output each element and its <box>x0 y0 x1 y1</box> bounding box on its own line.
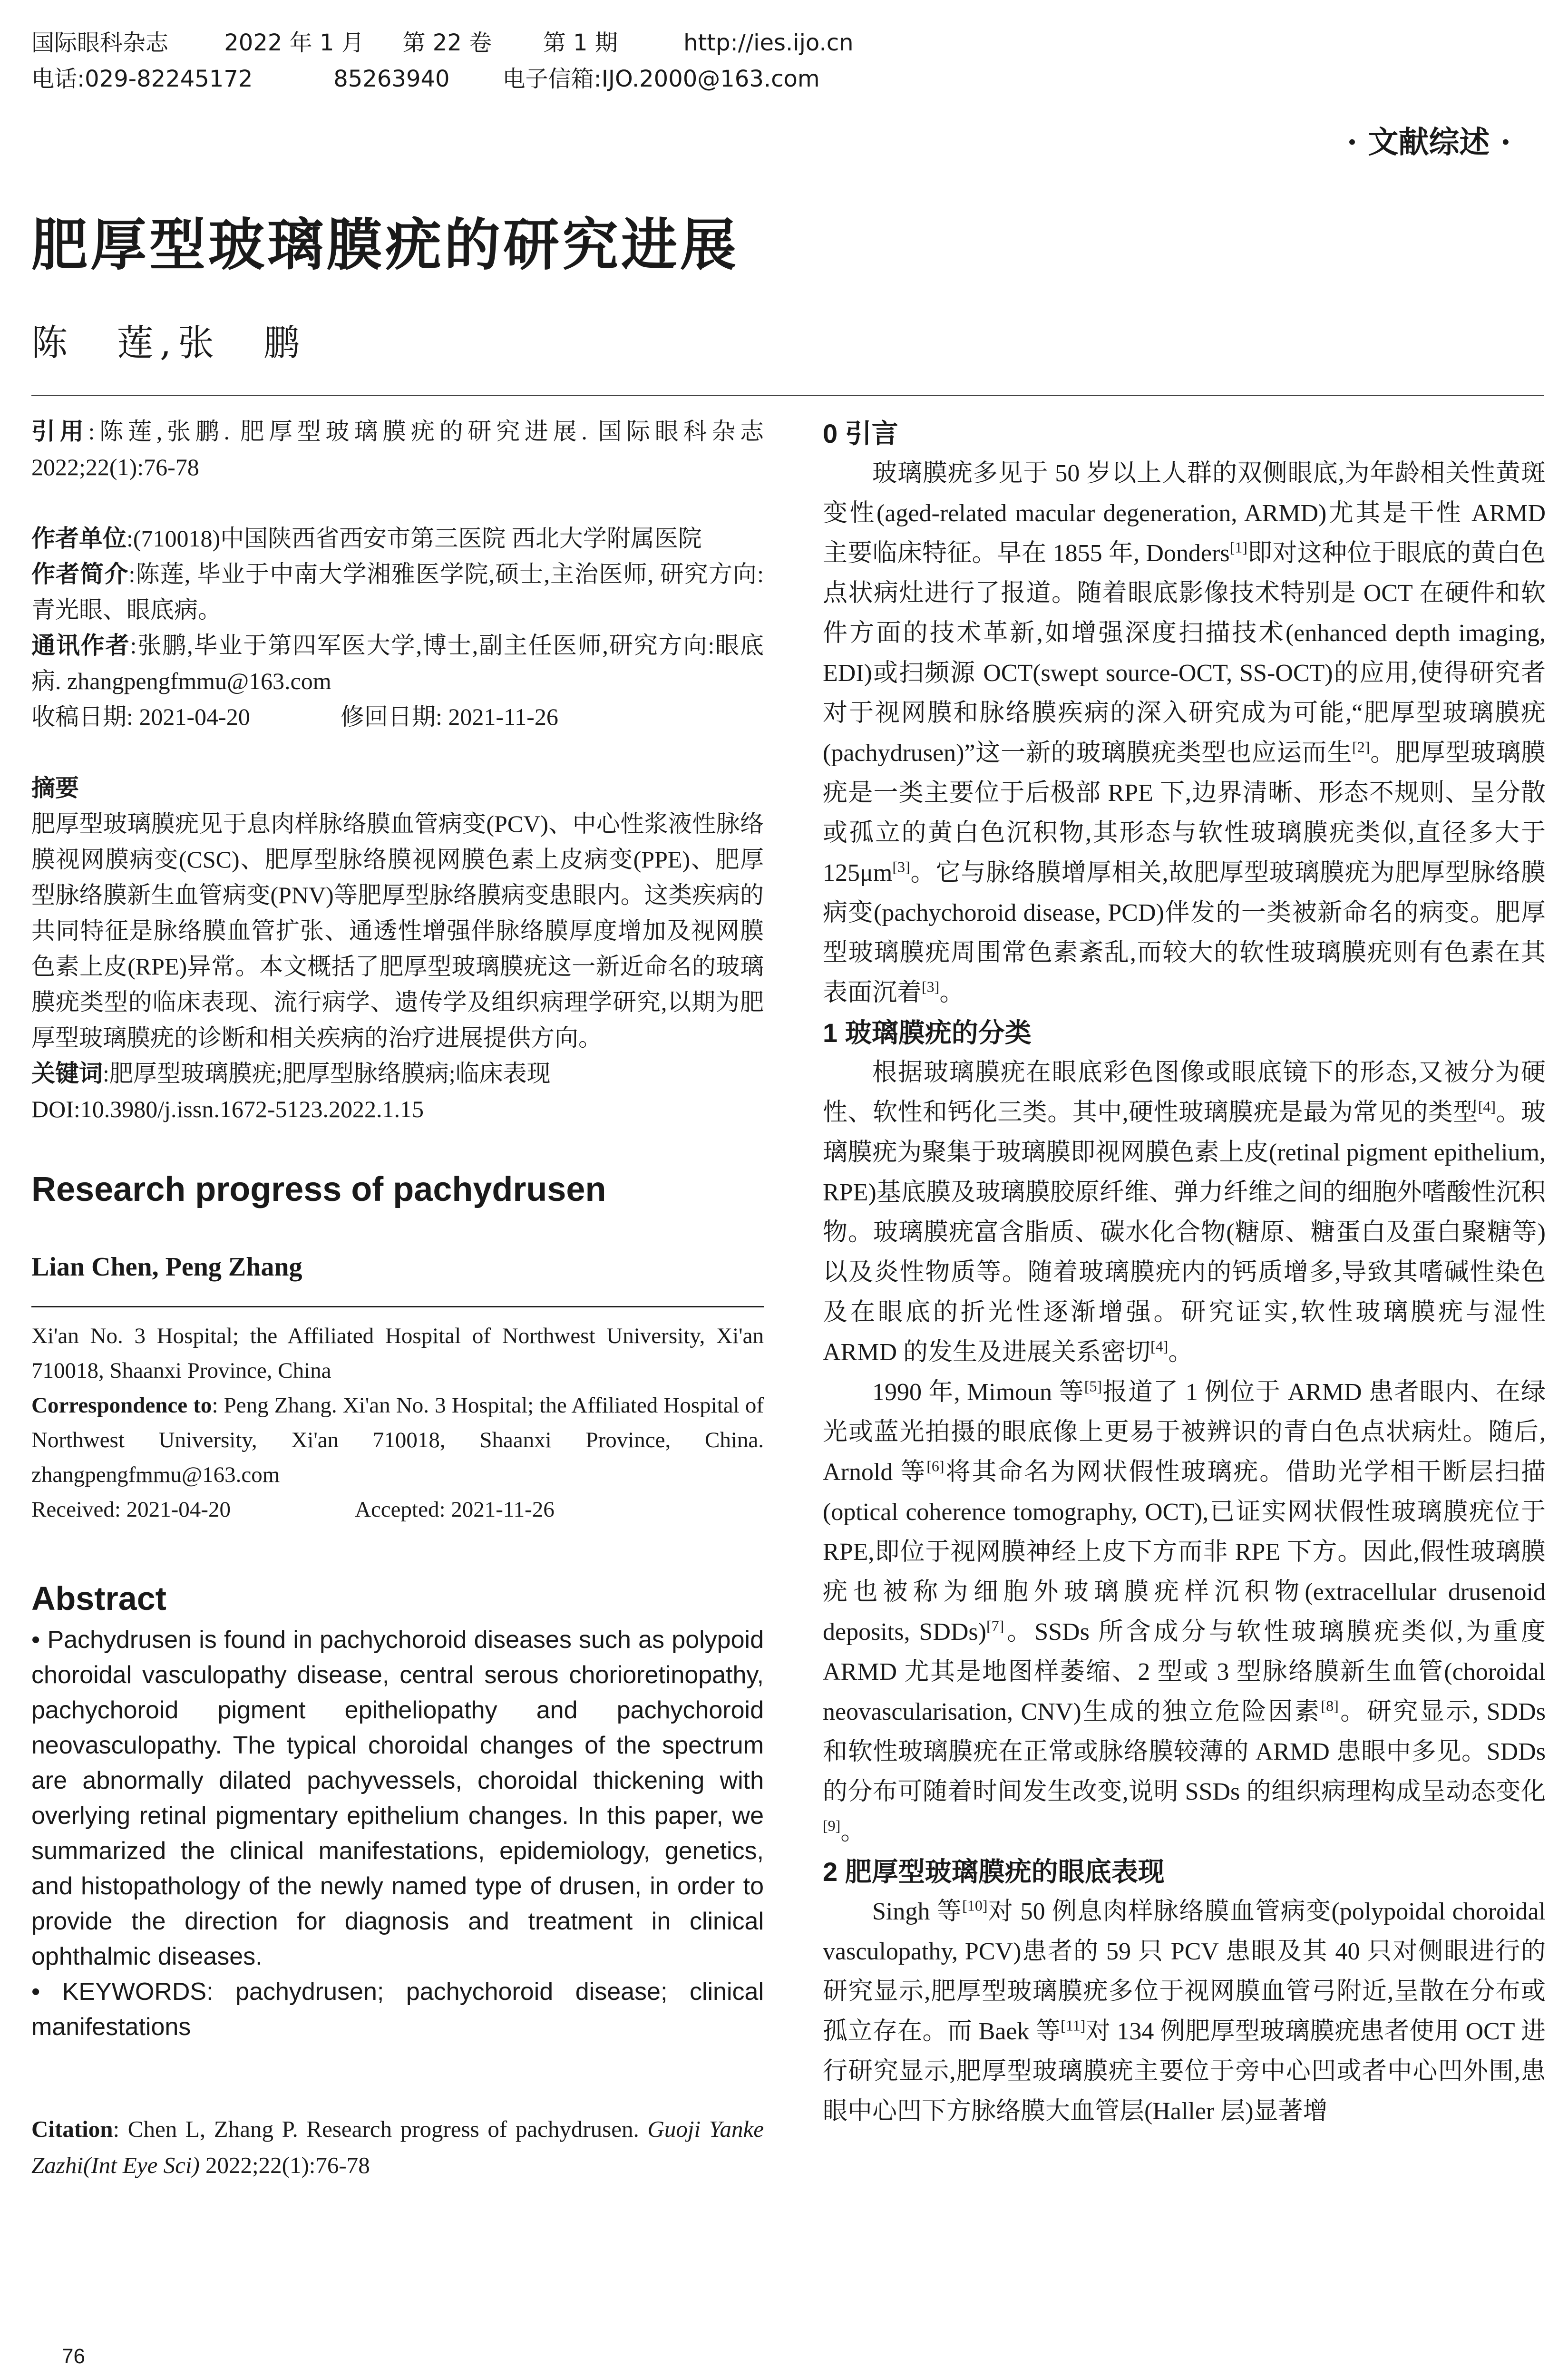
revised-date-cn: 修回日期: 2021-11-26 <box>341 703 558 730</box>
english-citation <box>31 2111 764 2183</box>
english-abstract-text: • Pachydrusen is found in pachychoroid diseases such as polypoid choroidal vasculopathy disease, central serous chorioretinopathy, pachychoroid pigment epitheliopathy and pachychoroid neovasculopathy. The typical choroidal changes of the spectrum are abnormally dilated pachyvessels, choroidal thickening with overlying retinal pigmentary epithelium changes. In this paper, we summarized the clinical manifestations, epidemiology, genetics, and histopathology of the newly named type of drusen, in order to provide the direction for diagnosis and treatment in clinical ophthalmic diseases. <box>31 1626 764 1970</box>
english-rule <box>31 1306 764 1307</box>
top-rule <box>31 395 1544 396</box>
abstract-heading-cn: 摘要 <box>31 775 79 801</box>
english-citation-label: Citation <box>31 2116 113 2142</box>
text-run: 对 134 例肥厚型玻璃膜疣患者使用 OCT 进行研究显示,肥厚型玻璃膜疣主要位于旁中心凹或者中心凹外围,患眼中心凹下方脉络膜大血管层(Haller 层)显著增 <box>823 2018 1546 2125</box>
issue-date: 2022 年 1 月 <box>224 29 364 56</box>
section-2-paragraph <box>823 1892 1546 2132</box>
text-run: 1990 年, Mimoun 等 <box>872 1379 1084 1406</box>
text-run: 即对这种位于眼底的黄白色点状病灶进行了报道。随着眼底影像技术特别是 OCT 在硬件和软件方面的技术革新,如增强深度扫描技术(enhanced depth imaging, EDI)或扫频源 OCT(swept source-OCT, SS-OCT)的应用,使得研究者对于视网膜和脉络膜疾病的深入研究成为可能,“肥厚型玻璃膜疣(pachydrusen)”这一新的玻璃膜疣类型也应运而生 <box>823 540 1546 767</box>
text-run: 报道了 1 例位于 ARMD 患者眼内、在绿光或蓝光拍摄的眼底像上更易于被辨识的青白色点状病灶。随后, Arnold 等 <box>823 1379 1546 1486</box>
section-tag: · 文献综述 · <box>1346 125 1511 160</box>
english-correspondence <box>31 1388 764 1492</box>
text-run: 。玻璃膜疣为聚集于玻璃膜即视网膜色素上皮(retinal pigment epithelium, RPE)基底膜及玻璃膜胶原纤维、弹力纤维之间的细胞外嗜酸性沉积物。玻璃膜疣富含脂质、碳水化合物(糖原、糖蛋白及蛋白聚糖等)以及炎性物质等。随着玻璃膜疣内的钙质增多,导致其嗜碱性染色及在眼底的折光性逐渐增强。研究证实,软性玻璃膜疣与湿性 ARMD 的发生及进展关系密切 <box>823 1099 1546 1366</box>
author-unit <box>31 521 764 556</box>
journal-name: 国际眼科杂志 <box>31 29 169 56</box>
citation-text: :陈莲,张鹏. 肥厚型玻璃膜疣的研究进展. 国际眼科杂志 2022;22(1):76-78 <box>31 418 764 480</box>
reference-3[interactable]: [3] <box>922 978 940 995</box>
volume: 第 22 卷 <box>402 29 492 56</box>
author-unit-label: 作者单位 <box>31 525 127 552</box>
reference-2[interactable]: [2] <box>1352 738 1370 756</box>
article-title: 肥厚型玻璃膜疣的研究进展 <box>31 212 740 278</box>
reference-11[interactable]: [11] <box>1061 2017 1086 2034</box>
text-run: 玻璃膜疣多见于 50 岁以上人群的双侧眼底,为年龄相关性黄斑变性(aged-related macular degeneration, ARMD)尤其是干性 ARMD 主要临床特征。早在 1855 年, Donders <box>823 460 1546 567</box>
citation-block <box>31 414 764 485</box>
text-run: 。肥厚型玻璃膜疣是一类主要位于后极部 RPE 下,边界清晰、形态不规则、呈分散或孤立的黄白色沉积物,其形态与软性玻璃膜疣类似,直径多大于 125μm <box>823 740 1546 887</box>
section-2-heading: 2 肥厚型玻璃膜疣的眼底表现 <box>823 1857 1165 1887</box>
keywords-cn <box>31 1056 764 1091</box>
text-run: 。 <box>1168 1339 1193 1366</box>
text-run: 对 50 例息肉样脉络膜血管病变(polypoidal choroidal vasculopathy, PCV)患者的 59 只 PCV 患眼及其 40 只对侧眼进行的研究显示,肥厚型玻璃膜疣多位于视网膜血管弓附近,呈散在分布或孤立存在。而 Baek 等 <box>823 1898 1546 2045</box>
keywords-text-cn: :肥厚型玻璃膜疣;肥厚型脉络膜病;临床表现 <box>103 1060 551 1087</box>
left-column <box>31 414 764 2183</box>
text-run: 将其命名为网状假性玻璃疣。借助光学相干断层扫描(optical coherence tomography, OCT),已证实网状假性玻璃膜疣位于 RPE,即位于视网膜神经上皮下方而非 RPE 下方。因此,假性玻璃膜疣也被称为细胞外玻璃膜疣样沉积物(extracellular drusenoid deposits, SDDs) <box>823 1459 1546 1646</box>
corresponding-author-text: :张鹏,毕业于第四军医大学,博士,副主任医师,研究方向:眼底病. zhangpengfmmu@163.com <box>31 632 764 694</box>
corresponding-author <box>31 628 764 699</box>
author-unit-text: :(710018)中国陕西省西安市第三医院 西北大学附属医院 <box>127 525 702 552</box>
english-accepted: Accepted: 2021-11-26 <box>355 1497 555 1522</box>
dates-cn <box>31 699 764 735</box>
reference-5[interactable]: [5] <box>1084 1377 1102 1395</box>
reference-4[interactable]: [4] <box>1478 1098 1496 1115</box>
journal-url[interactable]: http://ies.ijo.cn <box>683 29 854 56</box>
doi[interactable]: DOI:10.3980/j.issn.1672-5123.2022.1.15 <box>31 1096 424 1122</box>
keywords-label-cn: 关键词 <box>31 1060 103 1087</box>
english-citation-journal: Guoji Yanke Zazhi(Int Eye Sci) <box>31 2116 764 2178</box>
phone-2: 85263940 <box>333 66 450 92</box>
issue-number: 第 1 期 <box>543 29 618 56</box>
header-line-1 <box>31 25 1544 61</box>
received-date-cn: 收稿日期: 2021-04-20 <box>31 703 250 730</box>
author-bio-label: 作者简介 <box>31 561 129 587</box>
reference-8[interactable]: [8] <box>1321 1697 1339 1715</box>
text-run: 。它与脉络膜增厚相关,故肥厚型玻璃膜疣为肥厚型脉络膜病变(pachychoroid disease, PCD)伴发的一类被新命名的病变。肥厚型玻璃膜疣周围常色素紊乱,而较大的软性玻璃膜疣则有色素在其表面沉着 <box>823 859 1546 1006</box>
text-run: 根据玻璃膜疣在眼底彩色图像或眼底镜下的形态,又被分为硬性、软性和钙化三类。其中,硬性玻璃膜疣是最为常见的类型 <box>823 1059 1546 1126</box>
phone: 电话:029-82245172 <box>31 66 253 92</box>
english-authors: Lian Chen, Peng Zhang <box>31 1252 302 1282</box>
abstract-text-cn: 肥厚型玻璃膜疣见于息肉样脉络膜血管病变(PCV)、中心性浆液性脉络膜视网膜病变(CSC)、肥厚型脉络膜视网膜色素上皮病变(PPE)、肥厚型脉络膜新生血管病变(PNV)等肥厚型脉络膜病变患眼内。这类疾病的共同特征是脉络膜血管扩张、通透性增强伴脉络膜厚度增加及视网膜色素上皮(RPE)异常。本文概括了肥厚型玻璃膜疣这一新近命名的玻璃膜疣类型的临床表现、流行病学、遗传学及组织病理学研究,以期为肥厚型玻璃膜疣的诊断和相关疾病的治疗进展提供方向。 <box>31 810 764 1051</box>
english-correspondence-text: : Peng Zhang. Xi'an No. 3 Hospital; the Affiliated Hospital of Northwest University, Xi'an 710018, Shaanxi Province, China. zhangpengfmmu@163.com <box>31 1393 764 1487</box>
header-line-2 <box>31 61 1544 97</box>
english-citation-tail: 2022;22(1):76-78 <box>199 2152 370 2178</box>
section-0-paragraph <box>823 454 1546 1013</box>
right-column <box>823 414 1546 2132</box>
running-header <box>31 25 1544 97</box>
author-bio <box>31 556 764 628</box>
reference-3[interactable]: [3] <box>892 858 910 876</box>
english-abstract-heading: Abstract <box>31 1580 166 1617</box>
english-citation-text: : Chen L, Zhang P. Research progress of pachydrusen. <box>113 2116 639 2142</box>
corresponding-author-label: 通讯作者 <box>31 632 130 659</box>
english-received: Received: 2021-04-20 <box>31 1497 231 1522</box>
citation-label: 引用 <box>31 418 88 445</box>
english-correspondence-label: Correspondence to <box>31 1393 212 1418</box>
english-affiliation: Xi'an No. 3 Hospital; the Affiliated Hospital of Northwest University, Xi'an 710018, Shaanxi Province, China <box>31 1324 764 1383</box>
text-run: 。 <box>840 1818 866 1845</box>
section-1-heading: 1 玻璃膜疣的分类 <box>823 1018 1032 1048</box>
article-authors: 陈 莲,张 鹏 <box>31 321 307 364</box>
section-1-paragraph-2 <box>823 1373 1546 1852</box>
reference-9[interactable]: [9] <box>823 1817 841 1834</box>
english-dates <box>31 1492 764 1527</box>
reference-7[interactable]: [7] <box>986 1617 1004 1635</box>
email[interactable]: 电子信箱:IJO.2000@163.com <box>502 66 820 92</box>
section-1-paragraph-1 <box>823 1053 1546 1373</box>
text-run: 。SSDs 所含成分与软性玻璃膜疣类似,为重度 ARMD 尤其是地图样萎缩、2 型或 3 型脉络膜新生血管(choroidal neovascularisation, CNV)生成的独立危险因素 <box>823 1618 1546 1725</box>
english-keywords: • KEYWORDS: pachydrusen; pachychoroid disease; clinical manifestations <box>31 1978 764 2041</box>
reference-10[interactable]: [10] <box>962 1897 988 1914</box>
reference-6[interactable]: [6] <box>926 1457 945 1475</box>
page-number: 76 <box>62 2345 85 2368</box>
text-run: 。研究显示, SDDs 和软性玻璃膜疣在正常或脉络膜较薄的 ARMD 患眼中多见。SDDs 的分布可随着时间发生改变,说明 SSDs 的组织病理构成呈动态变化 <box>823 1698 1546 1805</box>
english-title: Research progress of pachydrusen <box>31 1170 606 1208</box>
reference-4[interactable]: [4] <box>1150 1337 1169 1355</box>
text-run: 。 <box>939 979 964 1006</box>
reference-1[interactable]: [1] <box>1229 538 1247 556</box>
section-0-heading: 0 引言 <box>823 419 898 448</box>
text-run: Singh 等 <box>872 1898 963 1925</box>
author-bio-text: :陈莲, 毕业于中南大学湘雅医学院,硕士,主治医师, 研究方向:青光眼、眼底病。 <box>31 561 764 623</box>
